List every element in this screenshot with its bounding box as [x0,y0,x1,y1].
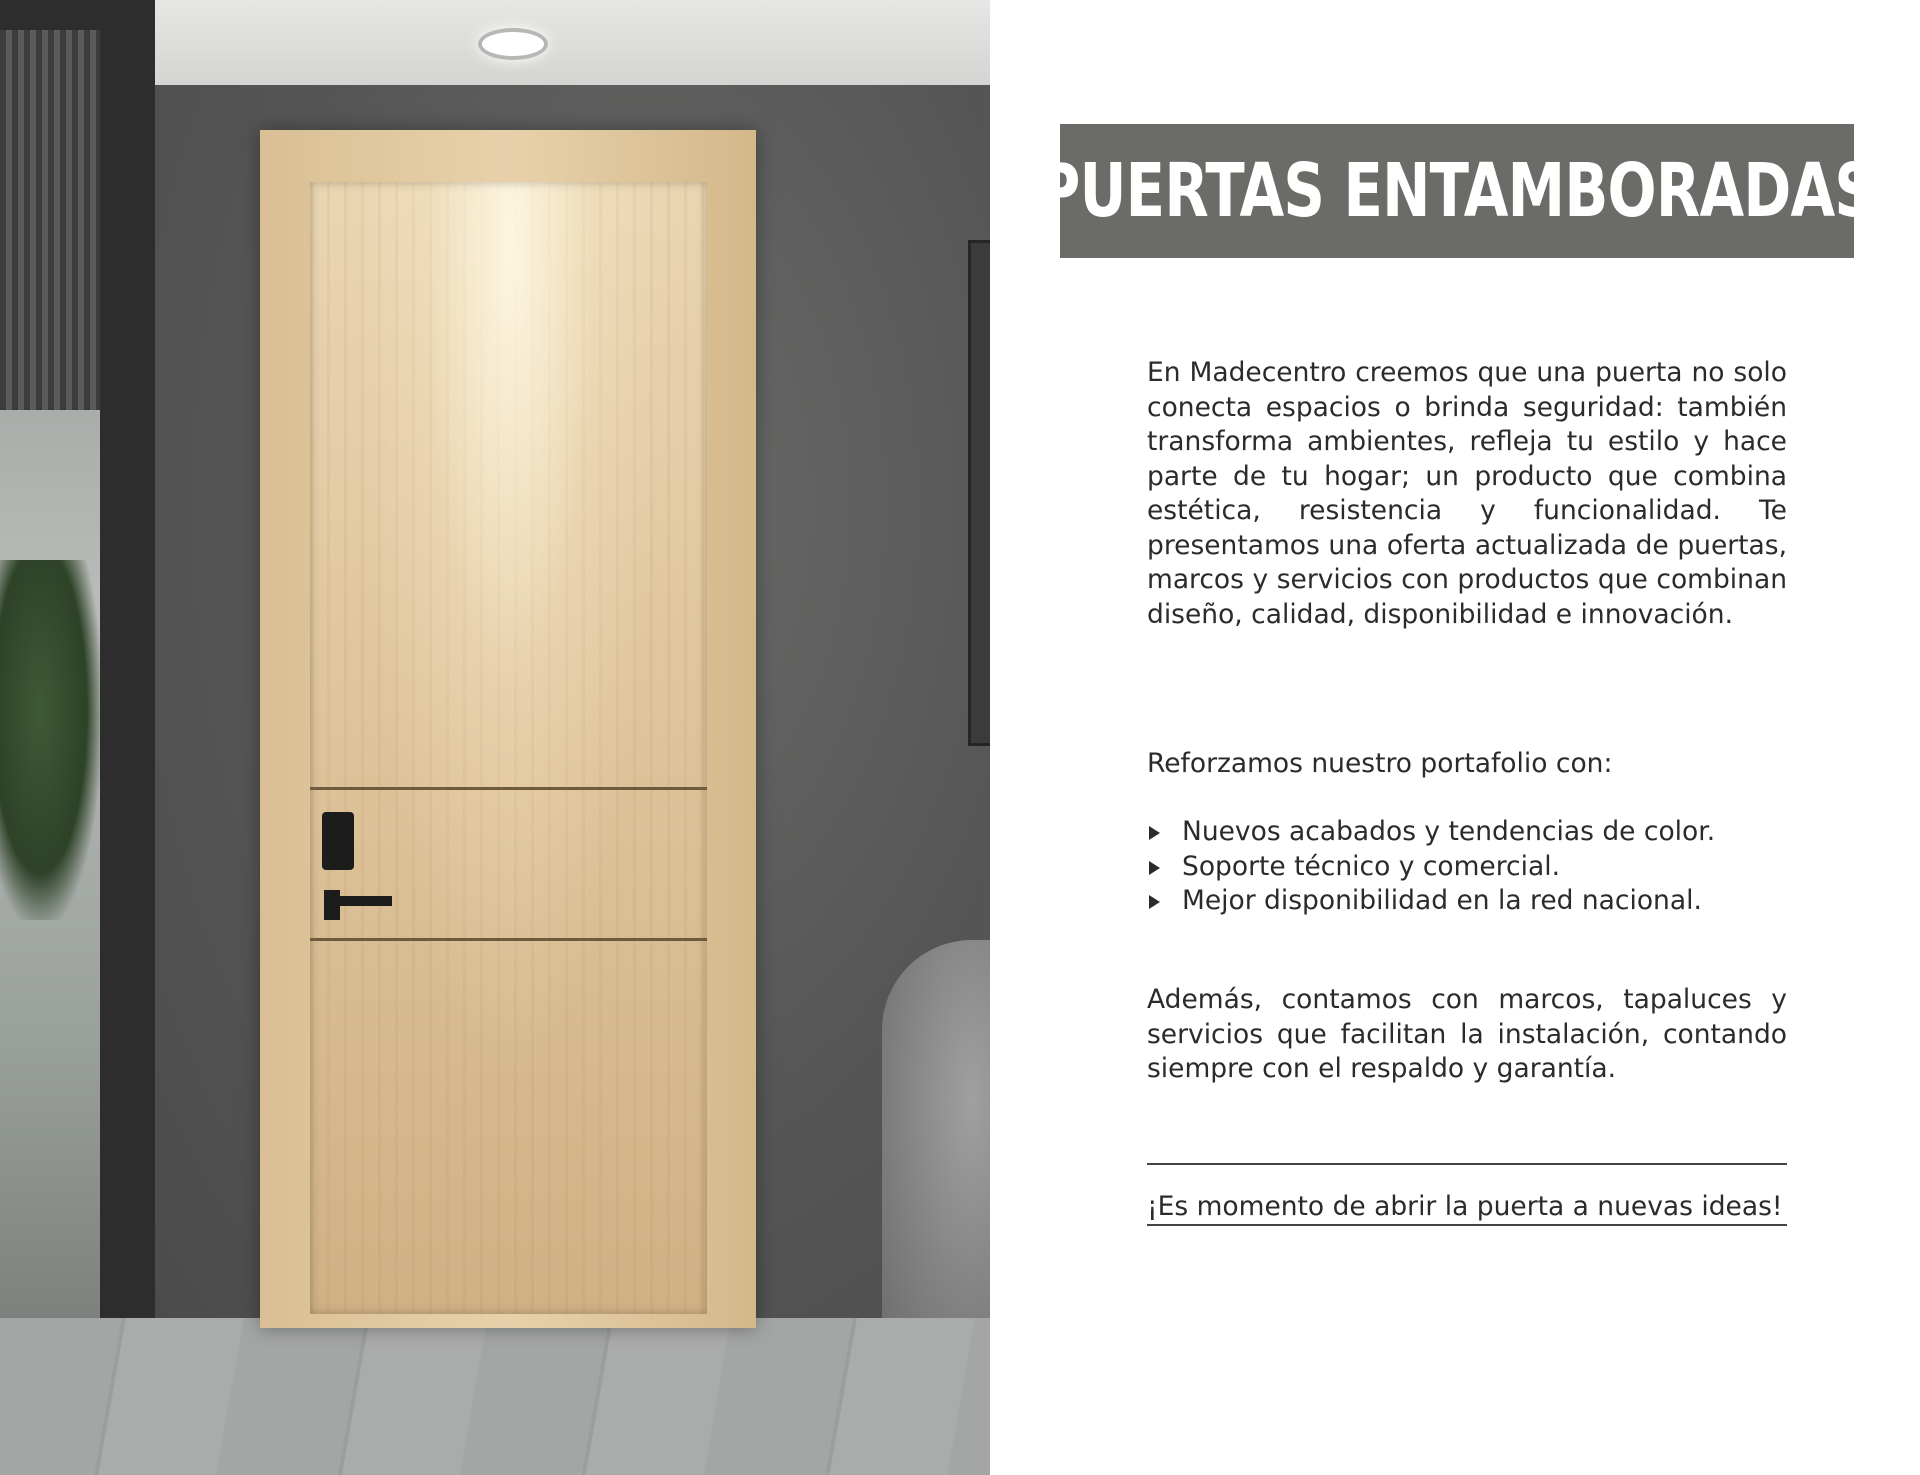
wood-slat-wall [0,30,100,410]
triangle-right-icon [1149,826,1160,840]
portfolio-lead: Reforzamos nuestro portafolio con: [1147,748,1613,779]
title-bar [1038,124,1876,258]
wood-floor [0,1318,990,1475]
door-leaf [310,182,707,1314]
digital-lock-icon [322,812,354,870]
intro-paragraph: En Madecentro creemos que una puerta no solo conecta espacios o brinda seguridad: también transforma ambientes, refleja tu estilo y hace parte de tu hogar; un producto que combina estética, resistencia y funcionalidad. Te presentamos una oferta actualizada de puertas, marcos y servicios con productos que combinan diseño, calidad, disponibilidad e innovación. [1147,357,1787,630]
feature-list [1147,815,1787,919]
list-item [1147,884,1787,919]
sofa [882,940,990,1360]
list-item-text: Nuevos acabados y tendencias de color. [1182,816,1716,847]
list-item-text: Soporte técnico y comercial. [1182,850,1560,882]
triangle-right-icon [1149,861,1160,875]
divider-top [1147,1163,1787,1165]
triangle-right-icon [1149,895,1160,909]
plant [0,560,100,920]
door-handle-icon [324,896,392,906]
ceiling-light [478,28,548,60]
tagline: ¡Es momento de abrir la puerta a nuevas ideas! [1147,1191,1783,1222]
outro-paragraph: Además, contamos con marcos, tapaluces y servicios que facilitan la instalación, contando siempre con el respaldo y garantía. [1147,984,1787,1084]
list-item [1147,850,1787,885]
page-title: PUERTAS ENTAMBORADAS [1038,148,1876,234]
divider-bottom [1147,1224,1787,1226]
door-groove-bottom [310,938,707,941]
list-item [1147,815,1787,850]
wall-frame [968,240,990,746]
door-groove-top [310,787,707,790]
list-item-text: Mejor disponibilidad en la red nacional. [1182,885,1702,916]
